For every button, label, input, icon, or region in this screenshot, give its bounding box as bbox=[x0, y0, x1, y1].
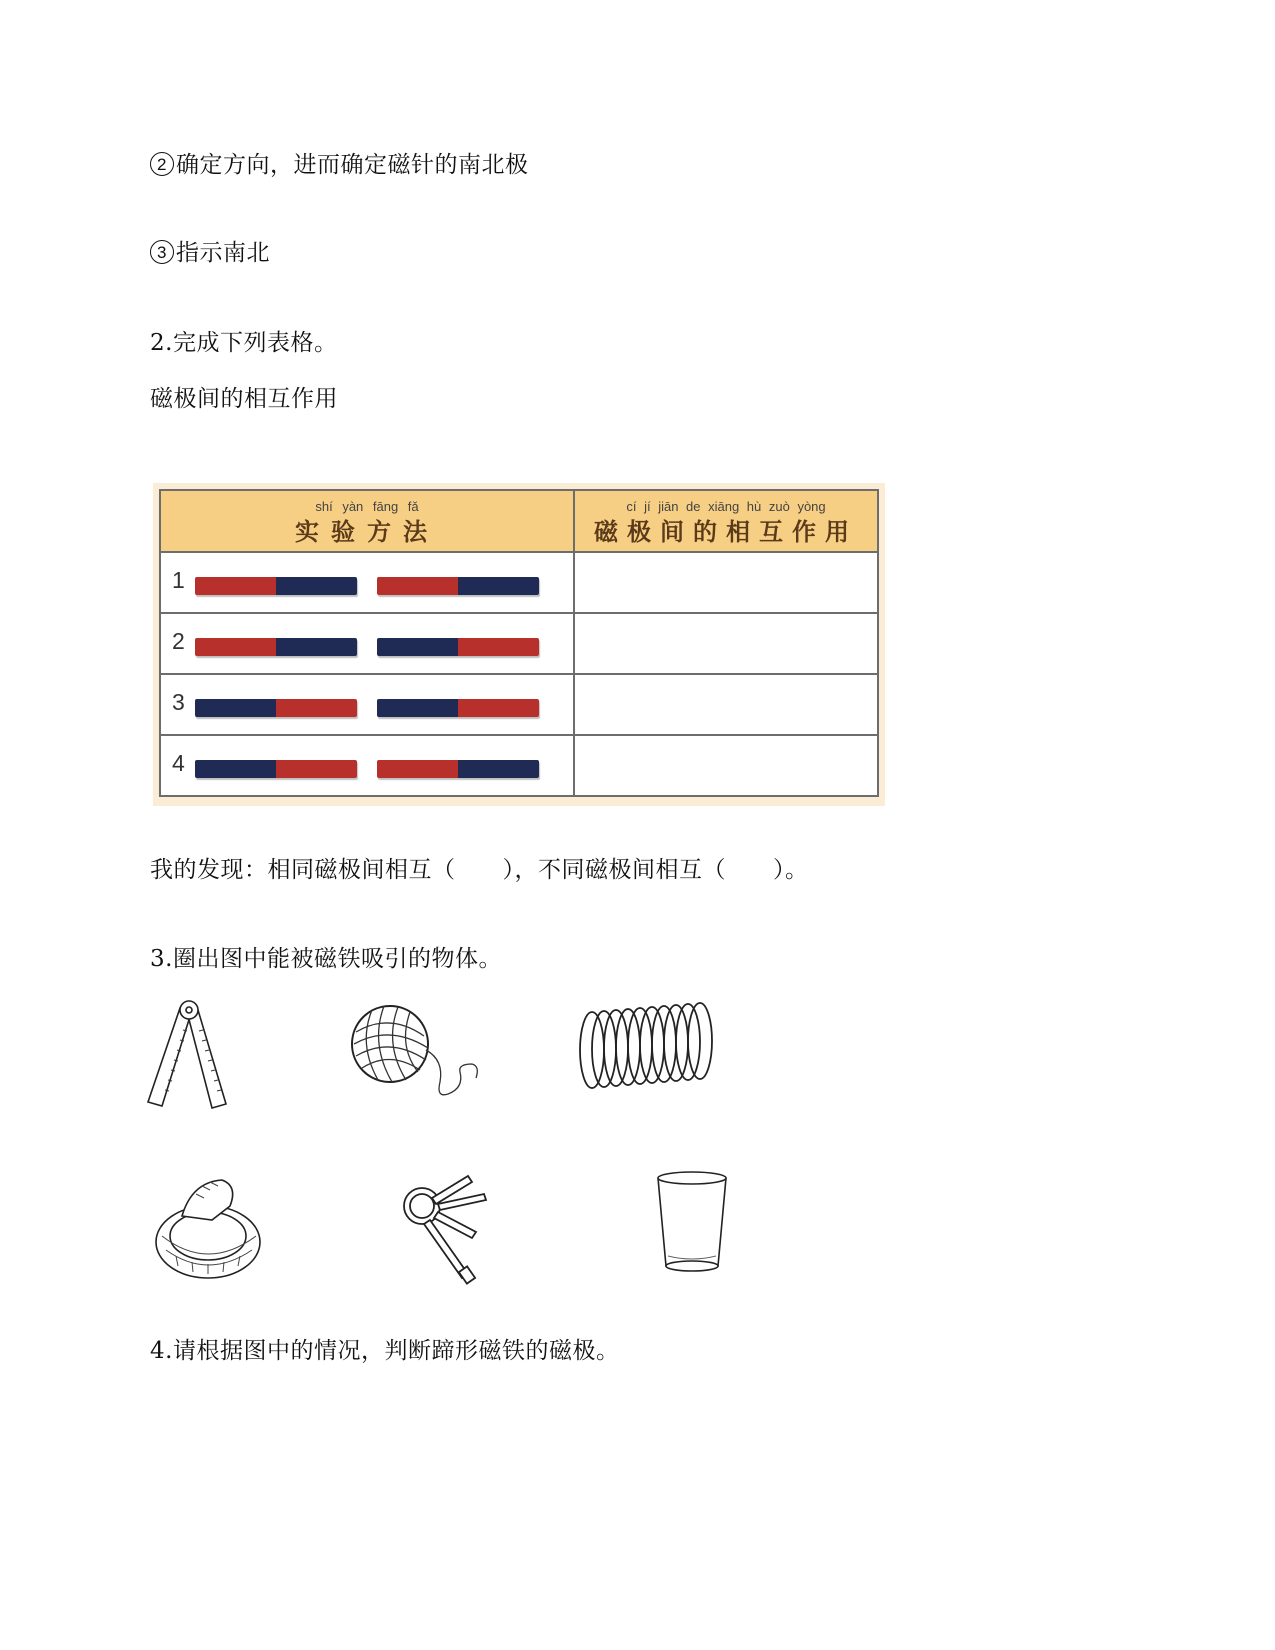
bar-magnet bbox=[195, 760, 357, 778]
answer-text: 确定方向，进而确定磁针的南北极 bbox=[176, 152, 529, 178]
row-number: 3 bbox=[172, 689, 185, 715]
keys-icon bbox=[398, 1168, 494, 1286]
answer-text: 指示南北 bbox=[176, 240, 270, 266]
header-method-text: 实验方法 bbox=[295, 517, 439, 546]
row-number: 4 bbox=[172, 750, 185, 776]
question-2-title: 2.完成下列表格。 bbox=[150, 330, 338, 356]
circled-number: 2 bbox=[150, 152, 174, 176]
spring-icon bbox=[576, 1000, 718, 1100]
header-method bbox=[161, 491, 573, 551]
row-number: 2 bbox=[172, 628, 185, 654]
table-header bbox=[161, 491, 877, 553]
finding-sentence: 我的发现：相同磁极间相互（ ），不同磁极间相互（ ）。 bbox=[150, 857, 809, 883]
magnet-table-figure bbox=[153, 483, 885, 806]
bar-magnet bbox=[195, 638, 357, 656]
table-row bbox=[161, 614, 877, 675]
glass-cup-icon bbox=[654, 1170, 730, 1276]
bar-magnet bbox=[195, 577, 357, 595]
question-3-title: 3.圈出图中能被磁铁吸引的物体。 bbox=[150, 946, 502, 972]
table-row bbox=[161, 675, 877, 736]
answer-line-2 bbox=[150, 150, 529, 180]
bar-magnet bbox=[377, 638, 539, 656]
bar-magnet bbox=[377, 699, 539, 717]
folding-ruler-icon bbox=[146, 1000, 232, 1110]
bar-magnet bbox=[377, 760, 539, 778]
header-interaction-pinyin: cí jí jiān de xiāng hù zuò yòng bbox=[626, 499, 826, 514]
yarn-ball-icon bbox=[348, 1002, 484, 1102]
header-method-pinyin: shí yàn fāng fǎ bbox=[315, 499, 419, 514]
header-interaction-text: 磁极间的相互作用 bbox=[594, 517, 858, 546]
question-4-title: 4.请根据图中的情况，判断蹄形磁铁的磁极。 bbox=[150, 1338, 620, 1364]
tape-measure-icon bbox=[152, 1176, 264, 1286]
bar-magnet bbox=[195, 699, 357, 717]
circled-number: 3 bbox=[150, 240, 174, 264]
table-row bbox=[161, 736, 877, 797]
bar-magnet bbox=[377, 577, 539, 595]
header-interaction bbox=[575, 491, 877, 551]
answer-line-3 bbox=[150, 238, 270, 268]
question-2-subtitle: 磁极间的相互作用 bbox=[150, 386, 338, 412]
table-row bbox=[161, 553, 877, 614]
magnet-table bbox=[159, 489, 879, 797]
row-number: 1 bbox=[172, 567, 185, 593]
